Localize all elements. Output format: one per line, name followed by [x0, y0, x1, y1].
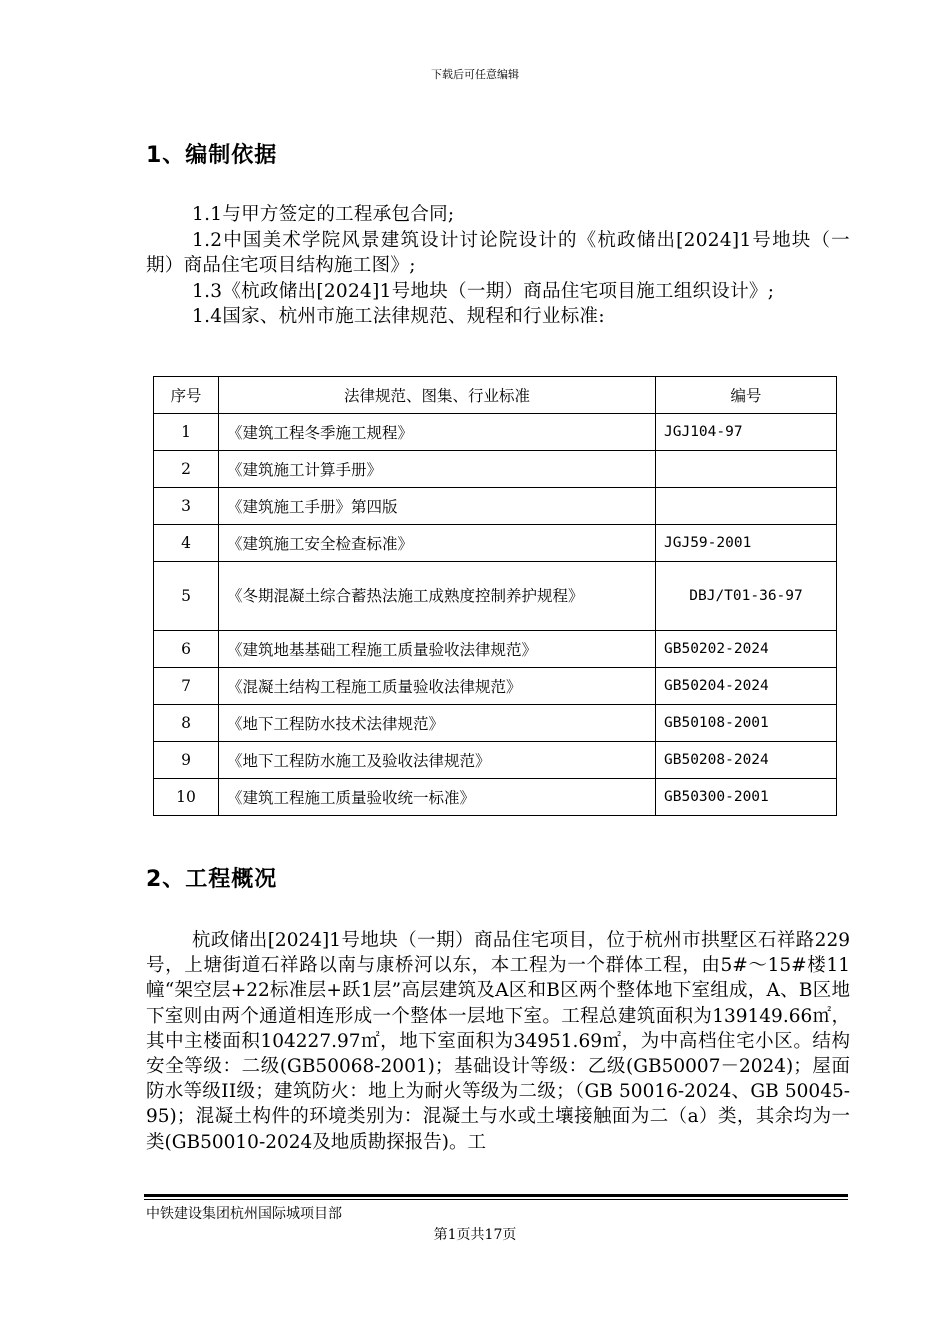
- table-row: [154, 779, 837, 816]
- basis-item-4: 1.4国家、杭州市施工法律规范、规程和行业标准:: [192, 306, 605, 327]
- footer-divider: [144, 1194, 848, 1197]
- table-header-row: [154, 377, 837, 414]
- footer-organization: 中铁建设集团杭州国际城项目部: [146, 1206, 342, 1222]
- basis-item-3: 1.3《杭政储出[2024]1号地块（一期）商品住宅项目施工组织设计》;: [192, 280, 775, 302]
- header-num: 序号: [154, 377, 219, 414]
- row-name: 《建筑工程施工质量验收统一标准》: [219, 779, 656, 816]
- row-code: GB50202-2024: [656, 631, 837, 668]
- basis-item-2: 1.2中国美术学院风景建筑设计讨论院设计的《杭政储出[2024]1号地块（一期）商品住宅项目结构施工图》;: [146, 229, 850, 276]
- header-name: 法律规范、图集、行业标准: [219, 377, 656, 414]
- row-code: JGJ59-2001: [656, 525, 837, 562]
- row-name: 《建筑施工计算手册》: [219, 451, 656, 488]
- row-name: 《地下工程防水技术法律规范》: [219, 705, 656, 742]
- section2-title: 2、工程概况: [146, 867, 278, 892]
- row-num: 10: [154, 779, 219, 816]
- table-row: [154, 742, 837, 779]
- row-name: 《建筑地基基础工程施工质量验收法律规范》: [219, 631, 656, 668]
- row-num: 9: [154, 742, 219, 779]
- row-num: 3: [154, 488, 219, 525]
- row-name: 《建筑施工安全检查标准》: [219, 525, 656, 562]
- project-overview: [146, 928, 850, 1155]
- header-note: 下载后可任意编辑: [431, 68, 519, 81]
- table-row: [154, 414, 837, 451]
- row-num: 1: [154, 414, 219, 451]
- section1-items: [146, 202, 850, 330]
- page-number: 第1页共17页: [433, 1227, 517, 1243]
- basis-item-1: 1.1与甲方签定的工程承包合同;: [192, 204, 455, 225]
- row-code: DBJ/T01-36-97: [656, 562, 837, 631]
- row-code: GB50108-2001: [656, 705, 837, 742]
- row-code: GB50208-2024: [656, 742, 837, 779]
- row-name: 《地下工程防水施工及验收法律规范》: [219, 742, 656, 779]
- row-num: 2: [154, 451, 219, 488]
- row-num: 5: [154, 562, 219, 631]
- row-num: 4: [154, 525, 219, 562]
- standards-table: [153, 376, 837, 816]
- table-row: [154, 525, 837, 562]
- row-num: 6: [154, 631, 219, 668]
- footer-divider-thin: [144, 1199, 848, 1200]
- section1-title: 1、编制依据: [146, 143, 278, 168]
- table-row: [154, 668, 837, 705]
- row-code: [656, 488, 837, 525]
- row-code: GB50204-2024: [656, 668, 837, 705]
- overview-paragraph: 杭政储出[2024]1号地块（一期）商品住宅项目，位于杭州市拱墅区石祥路229号，上塘街道石祥路以南与康桥河以东，本工程为一个群体工程，由5#～15#楼11幢“架空层+22标准层+跃1层”高层建筑及A区和B区两个整体地下室组成，A、B区地下室则由两个通道相连形成一个整体一层地下室。工程总建筑面积为139149.66㎡，其中主楼面积104227.97㎡，地下室面积为34951.69㎡，为中高档住宅小区。结构安全等级：二级(GB50068-2001)；基础设计等级：乙级(GB50007－2024)；屋面防水等级ⅠI级；建筑防火：地上为耐火等级为二级；（GB 50016-2024、GB 50045-95)；混凝土构件的环境类别为：混凝土与水或土壤接触面为二（a）类，其余均为一类(GB50010-2024及地质勘探报告)。工: [146, 930, 850, 1153]
- table-row: [154, 631, 837, 668]
- row-code: GB50300-2001: [656, 779, 837, 816]
- row-name: 《冬期混凝土综合蓄热法施工成熟度控制养护规程》: [219, 562, 656, 631]
- row-num: 7: [154, 668, 219, 705]
- row-name: 《建筑施工手册》第四版: [219, 488, 656, 525]
- table-row: [154, 705, 837, 742]
- row-name: 《建筑工程冬季施工规程》: [219, 414, 656, 451]
- row-code: JGJ104-97: [656, 414, 837, 451]
- table-row: [154, 451, 837, 488]
- table-row: [154, 488, 837, 525]
- row-code: [656, 451, 837, 488]
- table-row: [154, 562, 837, 631]
- row-num: 8: [154, 705, 219, 742]
- row-name: 《混凝土结构工程施工质量验收法律规范》: [219, 668, 656, 705]
- header-code: 编号: [656, 377, 837, 414]
